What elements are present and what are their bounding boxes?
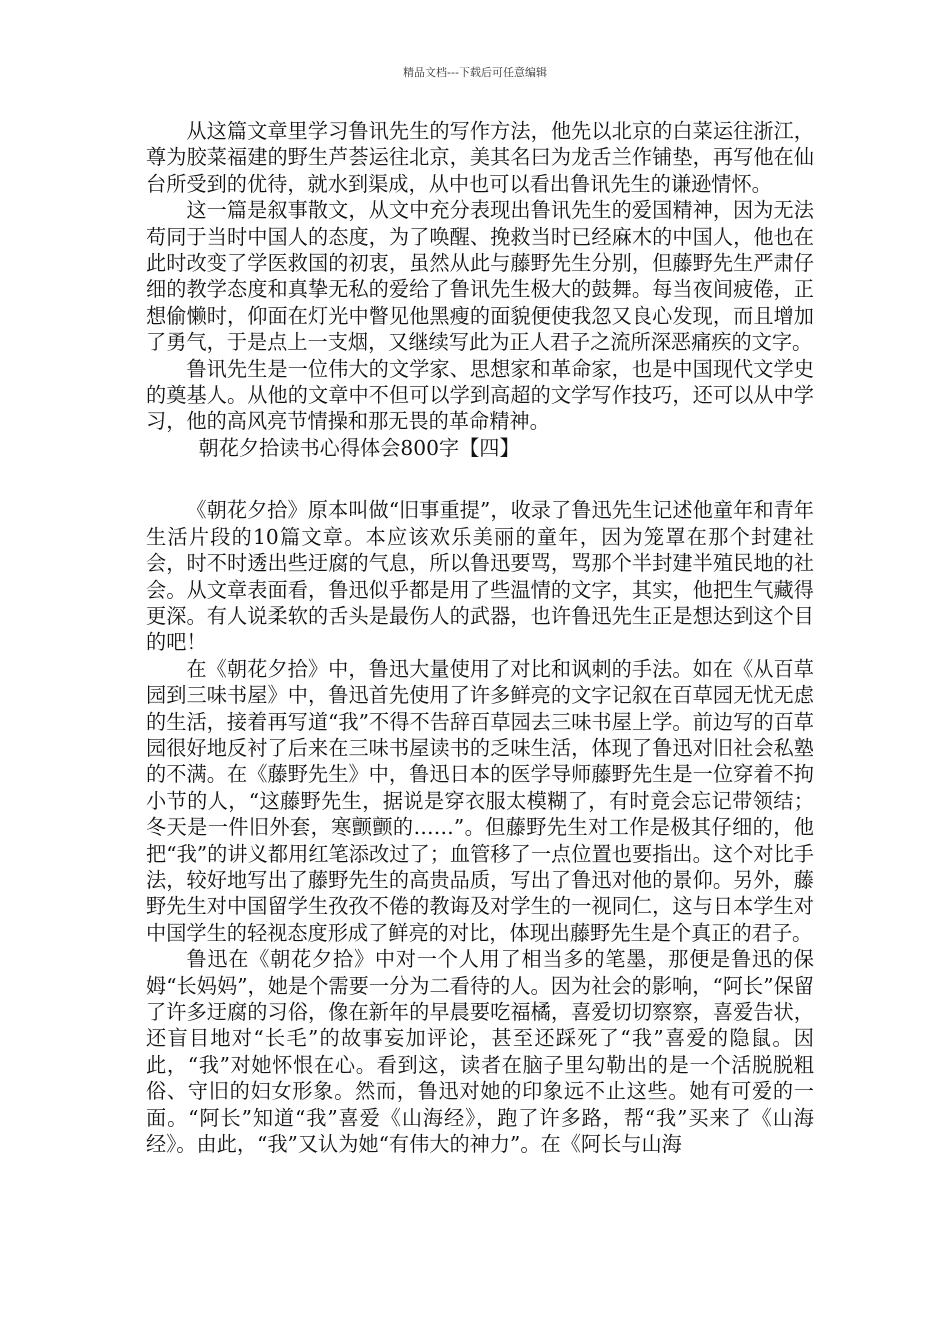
section-spacer	[146, 461, 814, 497]
body-paragraph: 《朝花夕拾》原本叫做“旧事重提”，收录了鲁迅先生记述他童年和青年生活片段的10篇文章。本应该欢乐美丽的童年，因为笼罩在那个封建社会，时不时透出些迂腐的气息，所以鲁迅要骂，骂那个半封建半殖民地的社会。从文章表面看，鲁迅似乎都是用了些温情的文字，其实，他把生气藏得更深。有人说柔软的舌头是最伤人的武器，也许鲁迅先生正是想达到这个目的吧！	[146, 498, 814, 655]
page-header: 精品文档---下载后可任意编辑	[403, 66, 547, 79]
document-body	[146, 118, 814, 1157]
body-paragraph: 从这篇文章里学习鲁讯先生的写作方法，他先以北京的白菜运往浙江，尊为胶菜福建的野生芦荟运往北京，美其名曰为龙舌兰作铺垫，再写他在仙台所受到的优待，就水到渠成，从中也可以看出鲁讯先生的谦逊情怀。	[146, 119, 814, 196]
body-paragraph: 鲁迅在《朝花夕拾》中对一个人用了相当多的笔墨，那便是鲁迅的保姆“长妈妈”，她是个需要一分为二看待的人。因为社会的影响，“阿长”保留了许多迂腐的习俗，像在新年的早晨要吃福橘，喜爱切切察察，喜爱告状，还盲目地对“长毛”的故事妄加评论，甚至还踩死了“我”喜爱的隐鼠。因此，“我”对她怀恨在心。看到这，读者在脑子里勾勒出的是一个活脱脱粗俗、守旧的妇女形象。然而，鲁迅对她的印象远不止这些。她有可爱的一面。“阿长”知道“我”喜爱《山海经》，跑了许多路，帮“我”买来了《山海经》。由此，“我”又认为她“有伟大的神力”。在《阿长与山海	[146, 947, 814, 1157]
body-paragraph: 这一篇是叙事散文，从文中充分表现出鲁讯先生的爱国精神，因为无法苟同于当时中国人的态度，为了唤醒、挽救当时已经麻木的中国人，他也在此时改变了学医救国的初衷，虽然从此与藤野先生分别，但藤野先生严肃仔细的教学态度和真挚无私的爱给了鲁讯先生极大的鼓舞。每当夜间疲倦，正想偷懒时，仰面在灯光中瞥见他黑瘦的面貌便使我忽又良心发现，而且增加了勇气，于是点上一支烟，又继续写此为正人君子之流所深恶痛疾的文字。	[146, 198, 814, 355]
body-paragraph: 鲁讯先生是一位伟大的文学家、思想家和革命家，也是中国现代文学史的奠基人。从他的文章中不但可以学到高超的文学写作技巧，还可以从中学习，他的高风亮节情操和那无畏的革命精神。	[146, 356, 814, 434]
section-heading: 朝花夕拾读书心得体会800字【四】	[198, 435, 520, 460]
body-paragraph: 在《朝花夕拾》中，鲁迅大量使用了对比和讽刺的手法。如在《从百草园到三味书屋》中，鲁迅首先使用了许多鲜亮的文字记叙在百草园无忧无虑的生活，接着再写道“我”不得不告辞百草园去三味书屋上学。前边写的百草园很好地反衬了后来在三味书屋读书的乏味生活，体现了鲁迅对旧社会私塾的不满。在《藤野先生》中，鲁迅日本的医学导师藤野先生是一位穿着不拘小节的人，“这藤野先生，据说是穿衣服太模糊了，有时竟会忘记带领结；冬天是一件旧外套，寒颤颤的……”。但藤野先生对工作是极其仔细的，他把“我”的讲义都用红笔添改过了；血管移了一点位置也要指出。这个对比手法，较好地写出了藤野先生的高贵品质，写出了鲁迅对他的景仰。另外，藤野先生对中国留学生孜孜不倦的教诲及对学生的一视同仁，这与日本学生对中国学生的轻视态度形成了鲜亮的对比，体现出藤野先生是个真正的君子。	[146, 656, 814, 945]
